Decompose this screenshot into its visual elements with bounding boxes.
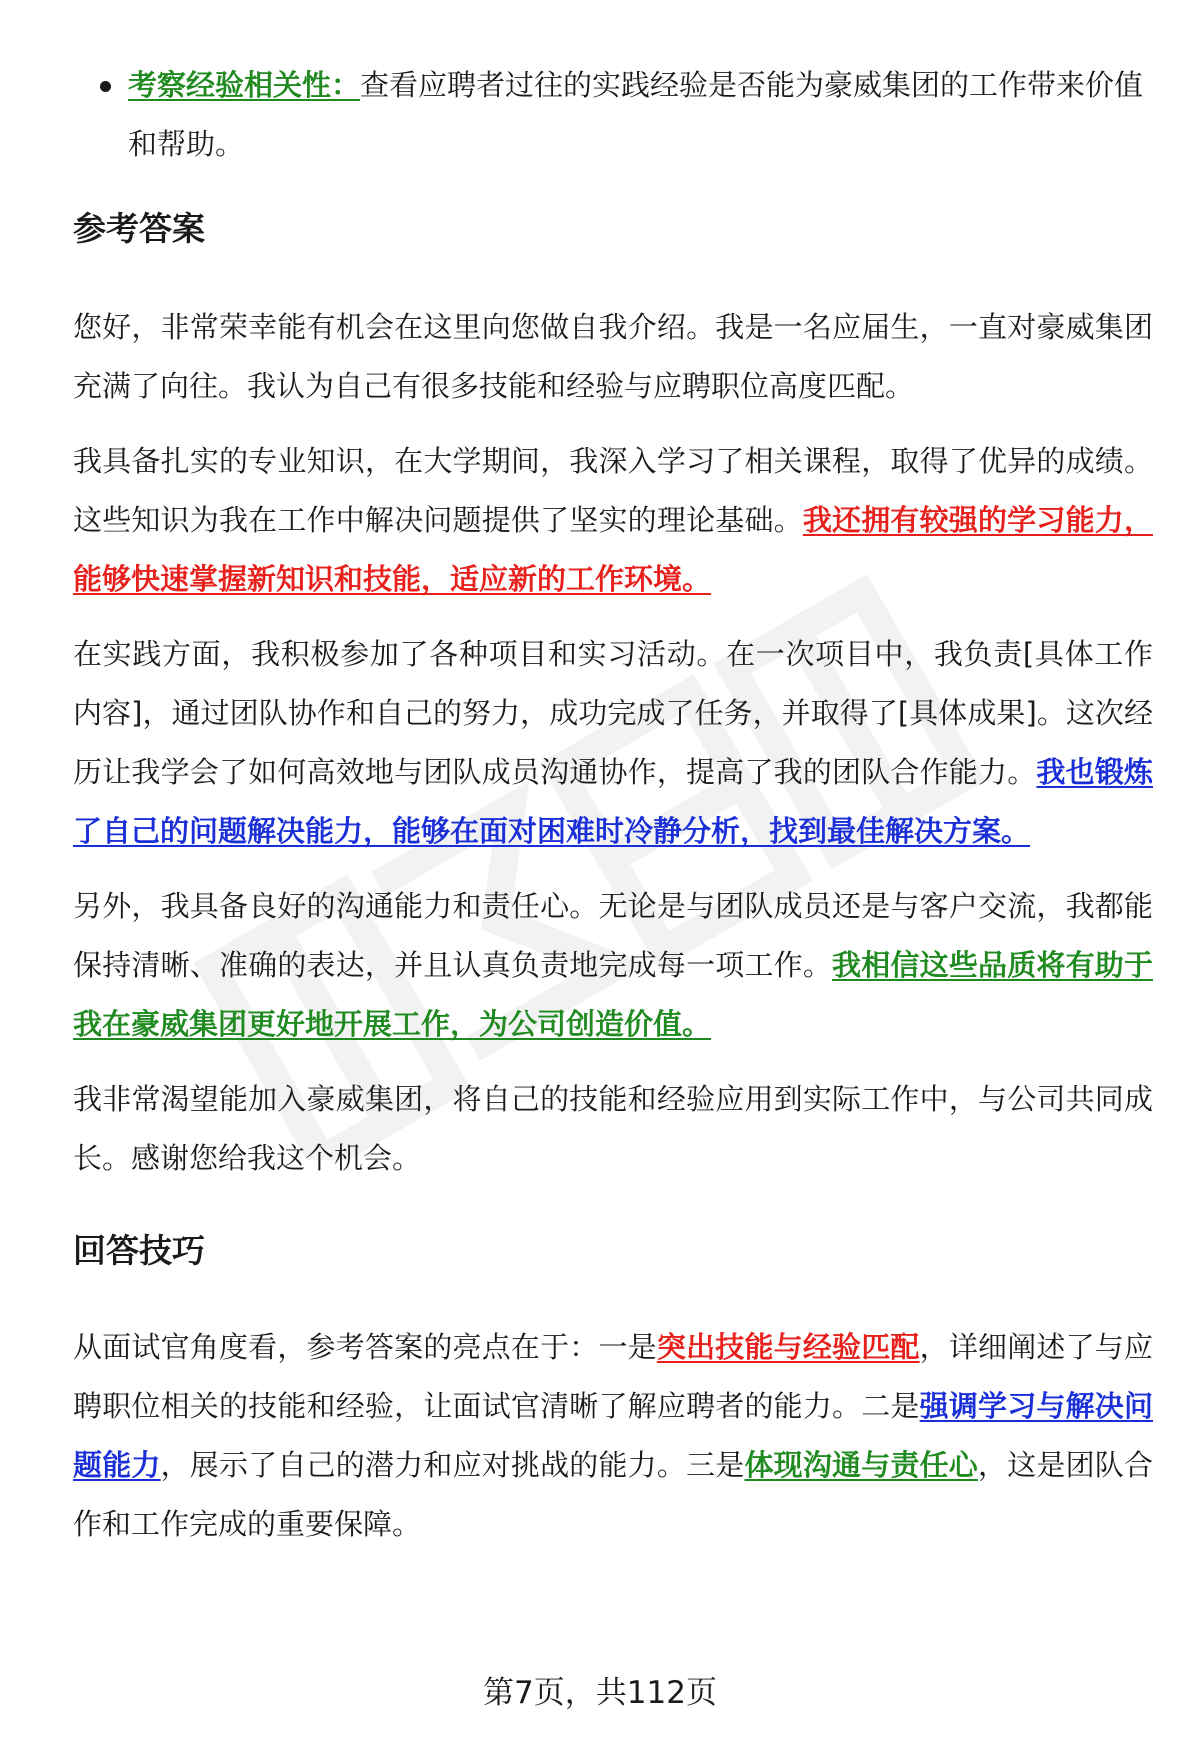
bullet-label: 考察经验相关性： xyxy=(128,68,361,102)
answer-paragraph-1: 您好，非常荣幸能有机会在这里向您做自我介绍。我是一名应届生，一直对豪威集团充满了向往。我认为自己有很多技能和经验与应聘职位高度匹配。 xyxy=(73,310,1153,403)
answer-paragraph-5: 我非常渴望能加入豪威集团，将自己的技能和经验应用到实际工作中，与公司共同成长。感谢您给我这个机会。 xyxy=(73,1082,1153,1175)
bullet-dot-icon xyxy=(100,81,111,92)
tips-text-4: ，这是团队合作和工作完成的重要保障。 xyxy=(73,1448,1153,1541)
answer-highlight-problem-solving: 我也锻炼了自己的问题解决能力，能够在面对困难时冷静分析，找到最佳解决方案。 xyxy=(73,755,1153,848)
answer-paragraph-2 xyxy=(73,432,1153,609)
tips-text-1: 从面试官角度看，参考答案的亮点在于：一是 xyxy=(73,1330,657,1364)
document-content xyxy=(73,56,1153,1554)
answer-paragraph-3 xyxy=(73,625,1153,861)
page-number: 第7页，共112页 xyxy=(483,1675,717,1711)
heading-reference-answer: 参考答案 xyxy=(73,209,205,248)
answer-paragraph-4 xyxy=(73,877,1153,1054)
tips-text-2: ，详细阐述了与应聘职位相关的技能和经验，让面试官清晰了解应聘者的能力。二是 xyxy=(73,1330,1153,1423)
answer-paragraph-2-text: 我具备扎实的专业知识，在大学期间，我深入学习了相关课程，取得了优异的成绩。这些知识为我在工作中解决问题提供了坚实的理论基础。 xyxy=(73,444,1153,537)
bullet-text: 查看应聘者过往的实践经验是否能为豪威集团的工作带来价值和帮助。 xyxy=(128,68,1144,161)
tips-highlight-skill-match: 突出技能与经验匹配 xyxy=(656,1330,920,1364)
answer-highlight-qualities: 我相信这些品质将有助于我在豪威集团更好地开展工作，为公司创造价值。 xyxy=(73,948,1153,1041)
answer-paragraph-3-text: 在实践方面，我积极参加了各种项目和实习活动。在一次项目中，我负责[具体工作内容]，通过团队协作和自己的努力，成功完成了任务，并取得了[具体成果]。这次经历让我学会了如何高效地与团队成员沟通协作，提高了我的团队合作能力。 xyxy=(73,637,1153,789)
answer-highlight-learning: 我还拥有较强的学习能力，能够快速掌握新知识和技能，适应新的工作环境。 xyxy=(73,503,1153,596)
bullet-item-experience-relevance xyxy=(73,56,1153,174)
tips-highlight-communication: 体现沟通与责任心 xyxy=(744,1448,978,1482)
tips-paragraph xyxy=(73,1318,1153,1554)
tips-text-3: ，展示了自己的潜力和应对挑战的能力。三是 xyxy=(160,1448,745,1482)
heading-answer-tips: 回答技巧 xyxy=(73,1231,205,1270)
answer-paragraph-4-text: 另外，我具备良好的沟通能力和责任心。无论是与团队成员还是与客户交流，我都能保持清晰、准确的表达，并且认真负责地完成每一项工作。 xyxy=(73,889,1153,982)
tips-highlight-learning: 强调学习与解决问题能力 xyxy=(73,1389,1153,1482)
